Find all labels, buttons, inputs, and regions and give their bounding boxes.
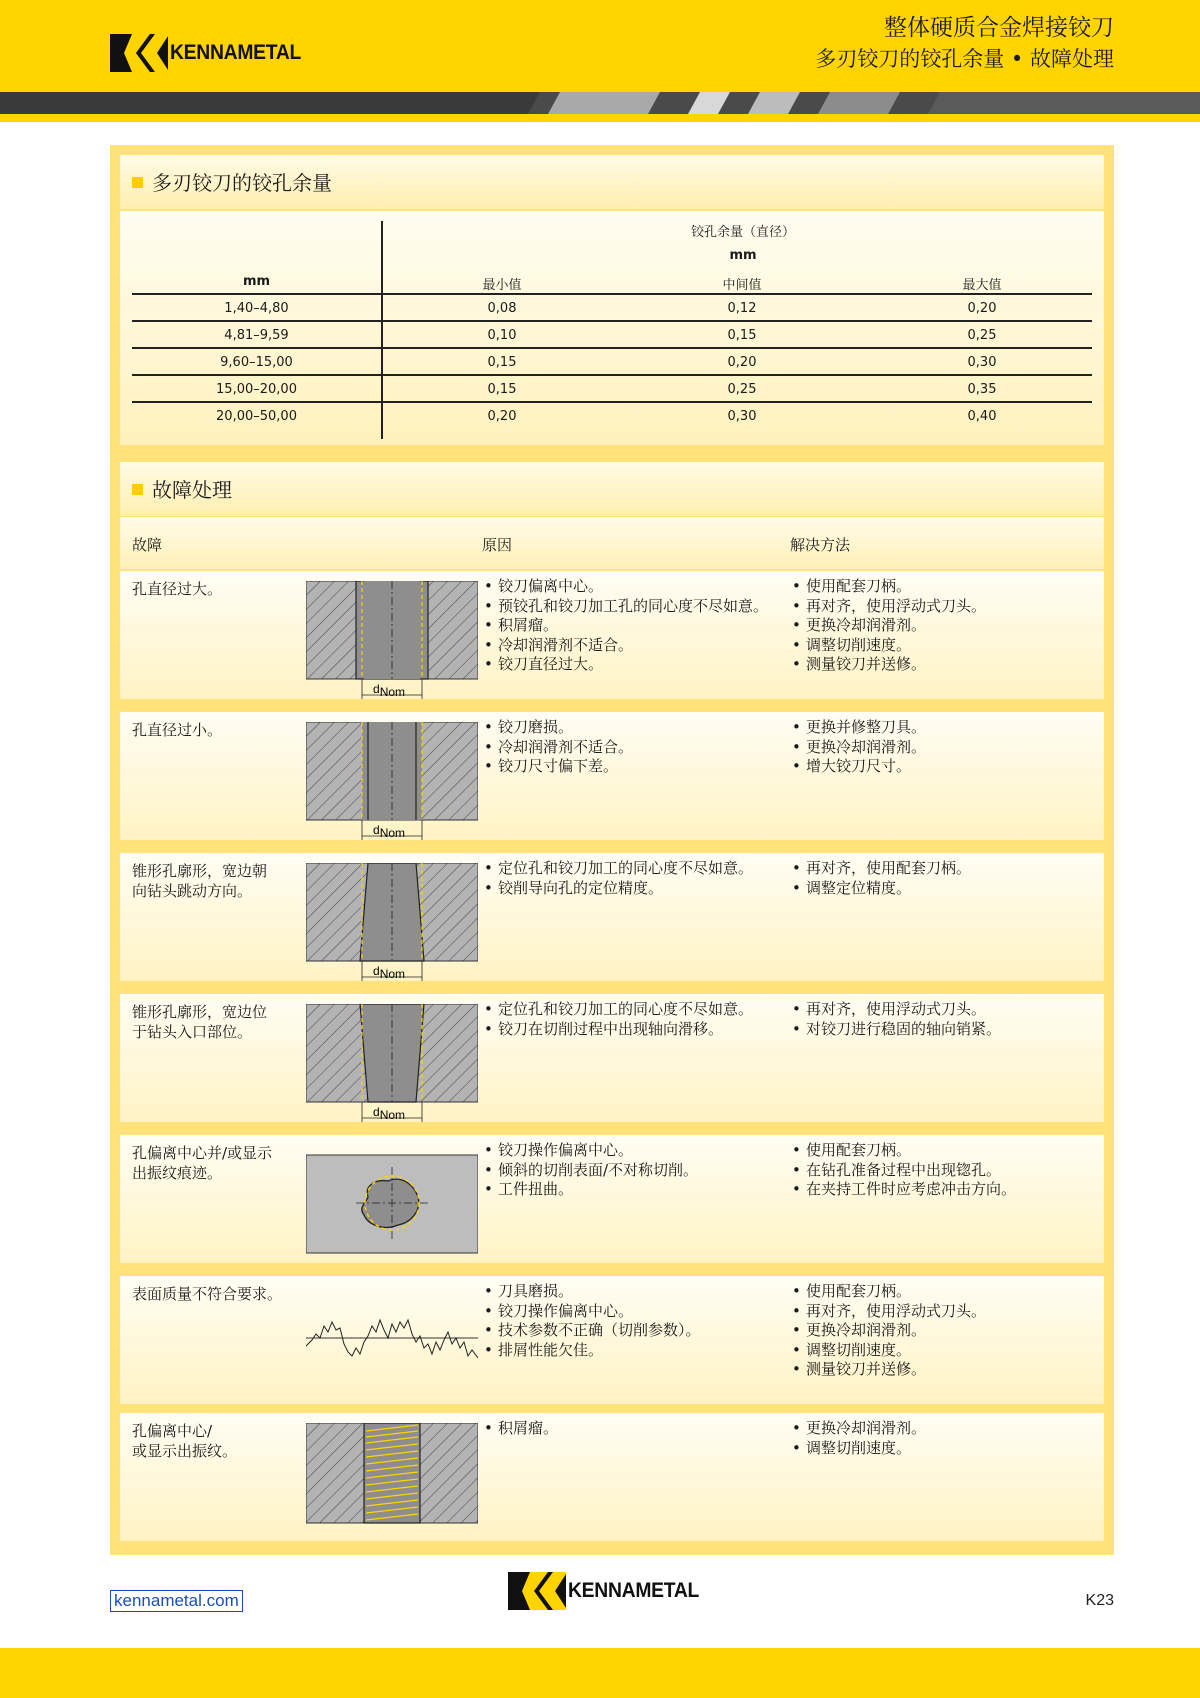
fault-text: 孔直径过大。 bbox=[132, 580, 223, 598]
kennametal-k-icon bbox=[110, 34, 168, 72]
fault-text bbox=[132, 1143, 297, 1183]
cause-item: • 倾斜的切削表面/不对称切削。 bbox=[482, 1161, 782, 1181]
cell-mid: 0,20 bbox=[727, 355, 757, 370]
section-header-trouble bbox=[120, 462, 1104, 516]
table-rule bbox=[132, 293, 1092, 295]
cause-item: • 铰刀尺寸偏下差。 bbox=[482, 757, 782, 777]
table-rule bbox=[132, 401, 1092, 403]
cell-diameter: 20,00–50,00 bbox=[216, 409, 297, 424]
cause-item: • 预铰孔和铰刀加工孔的同心度不尽如意。 bbox=[482, 597, 782, 617]
fix-list bbox=[790, 718, 1100, 777]
trouble-table-header bbox=[120, 517, 1104, 569]
page-header bbox=[0, 0, 1200, 92]
cause-item: • 冷却润滑剂不适合。 bbox=[482, 738, 782, 758]
footer-bar bbox=[0, 1648, 1200, 1698]
dim-label: dNom bbox=[373, 964, 406, 981]
content-panel bbox=[110, 145, 1114, 1555]
cell-mid: 0,12 bbox=[727, 301, 757, 316]
chatter-marks-diagram bbox=[306, 1423, 478, 1541]
cause-item: • 排屑性能欠佳。 bbox=[482, 1341, 782, 1361]
fix-item: • 对铰刀进行稳固的轴向销紧。 bbox=[790, 1020, 1100, 1040]
col-header-mid: 中间值 bbox=[722, 278, 762, 293]
header-stripe bbox=[0, 92, 1200, 114]
fix-item: • 调整切削速度。 bbox=[790, 1341, 1100, 1361]
trouble-row bbox=[120, 1276, 1104, 1404]
page-title-line2: 多刃铰刀的铰孔余量 • 故障处理 bbox=[815, 47, 1114, 71]
col-header-max: 最大值 bbox=[962, 278, 1002, 293]
col-header-diameter: mm bbox=[242, 274, 271, 289]
fault-text-line: 孔偏离中心并/或显示 bbox=[132, 1144, 273, 1162]
cell-max: 0,20 bbox=[967, 301, 997, 316]
fault-text bbox=[132, 1002, 297, 1042]
brand-name: KENNAMETAL bbox=[170, 41, 302, 64]
cause-list bbox=[482, 577, 782, 675]
cause-list bbox=[482, 1141, 782, 1200]
fault-text-line: 向钻头跳动方向。 bbox=[132, 882, 253, 900]
fault-text: 孔直径过小。 bbox=[132, 721, 223, 739]
trouble-row bbox=[120, 712, 1104, 840]
fault-text-line: 或显示出振纹。 bbox=[132, 1442, 238, 1460]
footer-kennametal-logo bbox=[508, 1572, 710, 1610]
cell-max: 0,40 bbox=[967, 409, 997, 424]
cause-item: • 冷却润滑剂不适合。 bbox=[482, 636, 782, 656]
cause-list bbox=[482, 718, 782, 777]
fix-list bbox=[790, 1141, 1100, 1200]
cell-min: 0,15 bbox=[487, 355, 517, 370]
cause-item: • 技术参数不正确（切削参数）。 bbox=[482, 1321, 782, 1341]
cause-item: • 铰刀在切削过程中出现轴向滑移。 bbox=[482, 1020, 782, 1040]
fix-list bbox=[790, 1419, 1100, 1458]
cell-mid: 0,30 bbox=[727, 409, 757, 424]
section-title: 多刃铰刀的铰孔余量 bbox=[152, 171, 332, 195]
fix-item: • 在钻孔准备过程中出现锪孔。 bbox=[790, 1161, 1100, 1181]
fault-text bbox=[132, 861, 297, 901]
oversized-hole-diagram bbox=[306, 581, 478, 699]
fix-item: • 调整切削速度。 bbox=[790, 636, 1100, 656]
fix-item: • 更换冷却润滑剂。 bbox=[790, 616, 1100, 636]
dim-label: dNom bbox=[373, 682, 406, 699]
group-unit: mm bbox=[729, 248, 757, 263]
cause-item: • 铰削导向孔的定位精度。 bbox=[482, 879, 782, 899]
cause-item: • 铰刀操作偏离中心。 bbox=[482, 1302, 782, 1322]
trouble-row bbox=[120, 1413, 1104, 1541]
taper-entry-diagram bbox=[306, 1004, 478, 1122]
off-center-hole-diagram bbox=[306, 1145, 478, 1263]
cell-diameter: 4,81–9,59 bbox=[224, 328, 289, 343]
cause-list bbox=[482, 1282, 782, 1360]
cause-item: • 积屑瘤。 bbox=[482, 1419, 782, 1439]
fix-item: • 调整定位精度。 bbox=[790, 879, 1100, 899]
cell-min: 0,08 bbox=[487, 301, 517, 316]
fix-item: • 在夹持工件时应考虑冲击方向。 bbox=[790, 1180, 1100, 1200]
cause-list bbox=[482, 859, 782, 898]
cause-item: • 定位孔和铰刀加工的同心度不尽如意。 bbox=[482, 859, 782, 879]
dim-label: dNom bbox=[373, 823, 406, 840]
fix-list bbox=[790, 1000, 1100, 1039]
fix-item: • 调整切削速度。 bbox=[790, 1439, 1100, 1459]
fault-text-line: 锥形孔廓形，宽边位 bbox=[132, 1003, 268, 1021]
fix-item: • 更换并修整刀具。 bbox=[790, 718, 1100, 738]
trouble-row bbox=[120, 571, 1104, 699]
fix-list bbox=[790, 859, 1100, 898]
section-header-allowance bbox=[120, 155, 1104, 209]
website-link[interactable]: kennametal.com bbox=[110, 1590, 243, 1612]
kennametal-logo bbox=[110, 34, 312, 72]
trouble-row bbox=[120, 853, 1104, 981]
cause-item: • 铰刀磨损。 bbox=[482, 718, 782, 738]
cause-item: • 定位孔和铰刀加工的同心度不尽如意。 bbox=[482, 1000, 782, 1020]
cause-item: • 铰刀操作偏离中心。 bbox=[482, 1141, 782, 1161]
cause-item: • 铰刀直径过大。 bbox=[482, 655, 782, 675]
brand-name: KENNAMETAL bbox=[568, 1579, 700, 1602]
cause-list bbox=[482, 1419, 782, 1439]
col-header-fault: 故障 bbox=[132, 536, 163, 554]
cell-diameter: 1,40–4,80 bbox=[224, 301, 289, 316]
fault-text-line: 锥形孔廓形，宽边朝 bbox=[132, 862, 268, 880]
fault-text-line: 孔偏离中心/ bbox=[132, 1422, 213, 1440]
table-rule bbox=[132, 320, 1092, 322]
fault-text: 表面质量不符合要求。 bbox=[132, 1285, 283, 1303]
cell-mid: 0,25 bbox=[727, 382, 757, 397]
cell-min: 0,10 bbox=[487, 328, 517, 343]
bullet-square-icon bbox=[132, 177, 143, 188]
page-number: K23 bbox=[1085, 1592, 1114, 1609]
section-title: 故障处理 bbox=[152, 478, 232, 502]
kennametal-k-icon bbox=[508, 1572, 566, 1610]
fix-item: • 再对齐，使用浮动式刀头。 bbox=[790, 1302, 1100, 1322]
cell-max: 0,25 bbox=[967, 328, 997, 343]
fix-item: • 再对齐，使用浮动式刀头。 bbox=[790, 597, 1100, 617]
table-rule bbox=[132, 374, 1092, 376]
fault-text bbox=[132, 1421, 297, 1461]
cell-min: 0,20 bbox=[487, 409, 517, 424]
fix-item: • 使用配套刀柄。 bbox=[790, 1141, 1100, 1161]
cause-item: • 刀具磨损。 bbox=[482, 1282, 782, 1302]
fix-item: • 测量铰刀并送修。 bbox=[790, 655, 1100, 675]
undersized-hole-diagram bbox=[306, 722, 478, 840]
taper-exit-diagram bbox=[306, 863, 478, 981]
fix-item: • 更换冷却润滑剂。 bbox=[790, 1321, 1100, 1341]
fault-text-line: 出振纹痕迹。 bbox=[132, 1164, 223, 1182]
dim-label: dNom bbox=[373, 1105, 406, 1122]
fix-item: • 更换冷却润滑剂。 bbox=[790, 738, 1100, 758]
allowance-table bbox=[120, 211, 1104, 445]
fix-item: • 使用配套刀柄。 bbox=[790, 577, 1100, 597]
trouble-row bbox=[120, 1135, 1104, 1263]
page-title-line1: 整体硬质合金焊接铰刀 bbox=[884, 15, 1114, 41]
table-rule bbox=[132, 347, 1092, 349]
fix-item: • 更换冷却润滑剂。 bbox=[790, 1419, 1100, 1439]
fix-item: • 使用配套刀柄。 bbox=[790, 1282, 1100, 1302]
fault-text-line: 于钻头入口部位。 bbox=[132, 1023, 253, 1041]
fix-item: • 再对齐，使用浮动式刀头。 bbox=[790, 1000, 1100, 1020]
col-header-fix: 解决方法 bbox=[790, 536, 851, 554]
cell-mid: 0,15 bbox=[727, 328, 757, 343]
fix-list bbox=[790, 577, 1100, 675]
cause-item: • 铰刀偏离中心。 bbox=[482, 577, 782, 597]
cell-diameter: 9,60–15,00 bbox=[220, 355, 293, 370]
fix-item: • 增大铰刀尺寸。 bbox=[790, 757, 1100, 777]
cell-min: 0,15 bbox=[487, 382, 517, 397]
cell-max: 0,30 bbox=[967, 355, 997, 370]
header-accent-bar bbox=[0, 114, 1200, 122]
col-header-min: 最小值 bbox=[482, 278, 522, 293]
bullet-square-icon bbox=[132, 484, 143, 495]
cell-diameter: 15,00–20,00 bbox=[216, 382, 297, 397]
group-header: 铰孔余量（直径） bbox=[690, 225, 795, 240]
col-header-cause: 原因 bbox=[482, 536, 513, 554]
fix-item: • 测量铰刀并送修。 bbox=[790, 1360, 1100, 1380]
fix-item: • 再对齐，使用配套刀柄。 bbox=[790, 859, 1100, 879]
fix-list bbox=[790, 1282, 1100, 1380]
trouble-row bbox=[120, 994, 1104, 1122]
cause-item: • 工件扭曲。 bbox=[482, 1180, 782, 1200]
page-title bbox=[815, 12, 1114, 74]
cause-list bbox=[482, 1000, 782, 1039]
surface-roughness-diagram bbox=[306, 1286, 478, 1404]
cause-item: • 积屑瘤。 bbox=[482, 616, 782, 636]
cell-max: 0,35 bbox=[967, 382, 997, 397]
